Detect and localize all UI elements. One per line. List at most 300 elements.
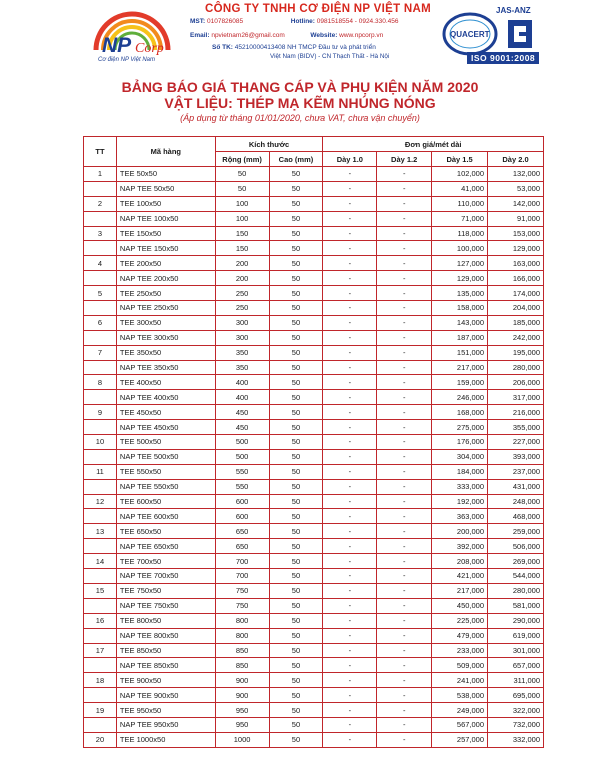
table-row [84,658,544,673]
row-price-d10: - [323,360,377,375]
contact-line-2: Email: npvietnam26@gmail.com Website: www.npcorp.vn [190,32,384,39]
table-row [84,628,544,643]
row-price-d12: - [377,703,432,718]
row-price-d12: - [377,435,432,450]
row-tt: 9 [84,405,117,420]
row-product-code: TEE 300x50 [116,315,215,330]
row-width: 700 [215,554,269,569]
row-height: 50 [269,181,323,196]
row-width: 1000 [215,732,269,747]
row-price-d20: 163,000 [488,256,544,271]
table-row [84,167,544,182]
row-price-d10: - [323,509,377,524]
row-product-code: NAP TEE 300x50 [116,330,215,345]
row-tt [84,628,117,643]
row-price-d12: - [377,569,432,584]
row-price-d15: 118,000 [432,226,488,241]
row-height: 50 [269,643,323,658]
row-price-d10: - [323,196,377,211]
row-price-d20: 317,000 [488,390,544,405]
table-row [84,732,544,747]
row-price-d10: - [323,554,377,569]
row-price-d15: 110,000 [432,196,488,211]
row-width: 450 [215,420,269,435]
row-tt: 19 [84,703,117,718]
row-tt: 8 [84,375,117,390]
row-tt: 13 [84,524,117,539]
row-price-d20: 259,000 [488,524,544,539]
row-price-d20: 142,000 [488,196,544,211]
row-tt [84,420,117,435]
row-price-d10: - [323,405,377,420]
row-price-d12: - [377,643,432,658]
row-tt [84,330,117,345]
row-price-d15: 100,000 [432,241,488,256]
row-price-d15: 257,000 [432,732,488,747]
row-price-d10: - [323,256,377,271]
row-price-d10: - [323,658,377,673]
header-name: Mã hàng [116,137,215,167]
row-price-d15: 233,000 [432,643,488,658]
row-price-d12: - [377,405,432,420]
row-price-d12: - [377,315,432,330]
row-tt [84,449,117,464]
row-product-code: NAP TEE 900x50 [116,688,215,703]
row-price-d12: - [377,479,432,494]
row-tt: 17 [84,643,117,658]
row-width: 500 [215,435,269,450]
row-price-d10: - [323,345,377,360]
table-row [84,717,544,732]
row-product-code: TEE 750x50 [116,583,215,598]
row-width: 500 [215,449,269,464]
table-row [84,345,544,360]
table-row [84,330,544,345]
row-price-d15: 275,000 [432,420,488,435]
row-price-d15: 421,000 [432,569,488,584]
row-product-code: NAP TEE 50x50 [116,181,215,196]
row-tt [84,688,117,703]
row-product-code: NAP TEE 550x50 [116,479,215,494]
header-width: Rộng (mm) [215,152,269,167]
row-price-d10: - [323,301,377,316]
row-price-d10: - [323,420,377,435]
table-row [84,539,544,554]
row-width: 700 [215,569,269,584]
row-price-d20: 468,000 [488,509,544,524]
row-height: 50 [269,420,323,435]
row-width: 250 [215,301,269,316]
row-price-d12: - [377,181,432,196]
header-size: Kích thước [215,137,323,152]
row-width: 800 [215,628,269,643]
row-price-d15: 127,000 [432,256,488,271]
row-tt [84,539,117,554]
row-product-code: TEE 700x50 [116,554,215,569]
row-price-d15: 168,000 [432,405,488,420]
row-price-d20: 132,000 [488,167,544,182]
row-price-d20: 91,000 [488,211,544,226]
table-row [84,509,544,524]
account-value: 45210000413408 NH TMCP Đầu tư và phát triển [234,44,376,51]
row-price-d12: - [377,658,432,673]
row-price-d15: 102,000 [432,167,488,182]
row-tt: 3 [84,226,117,241]
row-width: 650 [215,524,269,539]
table-row [84,226,544,241]
subtitle-note: (Áp dụng từ tháng 01/01/2020, chưa VAT, chưa vận chuyển) [180,113,420,123]
row-height: 50 [269,286,323,301]
row-price-d10: - [323,241,377,256]
row-price-d12: - [377,598,432,613]
logo-subtitle: Cơ điện NP Việt Nam [98,57,155,63]
row-product-code: TEE 850x50 [116,643,215,658]
row-price-d15: 41,000 [432,181,488,196]
row-tt [84,211,117,226]
table-row [84,643,544,658]
table-row [84,479,544,494]
row-height: 50 [269,658,323,673]
row-price-d20: 248,000 [488,494,544,509]
row-price-d15: 249,000 [432,703,488,718]
svg-text:Corp: Corp [135,41,164,56]
row-width: 150 [215,241,269,256]
row-tt [84,241,117,256]
row-price-d15: 159,000 [432,375,488,390]
row-width: 900 [215,688,269,703]
npcorp-logo [88,6,188,64]
row-price-d20: 290,000 [488,613,544,628]
row-price-d15: 71,000 [432,211,488,226]
letterhead [0,0,600,72]
row-price-d15: 200,000 [432,524,488,539]
account-line: Số TK: 45210000413408 NH TMCP Đầu tư và phát triển [212,44,376,51]
row-tt [84,717,117,732]
row-height: 50 [269,390,323,405]
row-price-d15: 192,000 [432,494,488,509]
row-price-d10: - [323,583,377,598]
row-tt [84,569,117,584]
row-tt: 1 [84,167,117,182]
row-price-d12: - [377,732,432,747]
row-height: 50 [269,375,323,390]
row-price-d20: 195,000 [488,345,544,360]
row-price-d12: - [377,449,432,464]
row-price-d20: 544,000 [488,569,544,584]
table-row [84,256,544,271]
row-tt [84,360,117,375]
row-price-d15: 151,000 [432,345,488,360]
row-width: 600 [215,494,269,509]
row-width: 350 [215,360,269,375]
row-width: 300 [215,315,269,330]
table-row [84,703,544,718]
row-width: 600 [215,509,269,524]
row-price-d10: - [323,524,377,539]
row-price-d20: 732,000 [488,717,544,732]
table-row [84,181,544,196]
row-width: 100 [215,196,269,211]
row-price-d15: 333,000 [432,479,488,494]
page-title: BẢNG BÁO GIÁ THANG CÁP VÀ PHỤ KIỆN NĂM 2020 [121,79,479,95]
row-price-d10: - [323,464,377,479]
row-price-d12: - [377,524,432,539]
jas-anz-mark: JAS-ANZ [496,6,531,15]
row-width: 400 [215,390,269,405]
row-height: 50 [269,345,323,360]
row-product-code: NAP TEE 250x50 [116,301,215,316]
table-row [84,554,544,569]
row-product-code: TEE 50x50 [116,167,215,182]
row-price-d10: - [323,211,377,226]
price-table [83,136,544,748]
row-price-d12: - [377,286,432,301]
row-height: 50 [269,569,323,584]
row-tt [84,390,117,405]
row-price-d10: - [323,435,377,450]
row-price-d10: - [323,717,377,732]
row-width: 950 [215,717,269,732]
row-price-d10: - [323,286,377,301]
table-row [84,435,544,450]
row-price-d12: - [377,196,432,211]
row-height: 50 [269,732,323,747]
row-height: 50 [269,524,323,539]
row-price-d20: 280,000 [488,583,544,598]
row-price-d10: - [323,271,377,286]
contact-line-1: MST: 0107826085 Hotline: 0981518554 - 0924.330.456 [190,18,399,25]
row-tt: 14 [84,554,117,569]
website-link[interactable]: www.npcorp.vn [339,32,384,39]
table-row [84,688,544,703]
quacert-text: QUACERT [450,30,490,39]
row-width: 100 [215,211,269,226]
row-price-d12: - [377,613,432,628]
row-width: 950 [215,703,269,718]
row-price-d20: 129,000 [488,241,544,256]
row-price-d15: 241,000 [432,673,488,688]
row-tt [84,301,117,316]
row-width: 550 [215,479,269,494]
row-height: 50 [269,494,323,509]
row-price-d10: - [323,181,377,196]
row-price-d12: - [377,375,432,390]
table-row [84,598,544,613]
row-tt: 15 [84,583,117,598]
table-row [84,613,544,628]
row-height: 50 [269,211,323,226]
row-price-d20: 431,000 [488,479,544,494]
row-price-d15: 392,000 [432,539,488,554]
hotline-value: 0981518554 - 0924.330.456 [316,18,399,25]
row-height: 50 [269,330,323,345]
row-tt [84,509,117,524]
row-price-d12: - [377,226,432,241]
header-d20: Dày 2.0 [488,152,544,167]
row-price-d20: 506,000 [488,539,544,554]
row-height: 50 [269,271,323,286]
row-price-d12: - [377,390,432,405]
row-price-d10: - [323,598,377,613]
header-d10: Dày 1.0 [323,152,377,167]
table-row [84,420,544,435]
row-tt: 5 [84,286,117,301]
row-width: 300 [215,330,269,345]
row-product-code: TEE 800x50 [116,613,215,628]
row-price-d10: - [323,330,377,345]
row-width: 50 [215,181,269,196]
row-width: 650 [215,539,269,554]
row-product-code: NAP TEE 700x50 [116,569,215,584]
row-price-d15: 509,000 [432,658,488,673]
row-product-code: NAP TEE 850x50 [116,658,215,673]
header-height: Cao (mm) [269,152,323,167]
row-price-d12: - [377,241,432,256]
row-product-code: TEE 650x50 [116,524,215,539]
row-tt [84,598,117,613]
row-width: 50 [215,167,269,182]
row-width: 800 [215,613,269,628]
row-product-code: NAP TEE 100x50 [116,211,215,226]
row-height: 50 [269,167,323,182]
row-price-d15: 225,000 [432,613,488,628]
table-row [84,405,544,420]
row-height: 50 [269,539,323,554]
table-row [84,449,544,464]
row-product-code: TEE 500x50 [116,435,215,450]
row-price-d10: - [323,628,377,643]
row-height: 50 [269,554,323,569]
row-height: 50 [269,628,323,643]
table-header-row [84,137,544,152]
row-height: 50 [269,688,323,703]
row-product-code: NAP TEE 350x50 [116,360,215,375]
row-height: 50 [269,717,323,732]
row-tt: 20 [84,732,117,747]
row-product-code: TEE 200x50 [116,256,215,271]
row-tt [84,479,117,494]
table-row [84,241,544,256]
row-price-d20: 280,000 [488,360,544,375]
row-height: 50 [269,241,323,256]
row-width: 550 [215,464,269,479]
row-price-d15: 176,000 [432,435,488,450]
row-price-d15: 143,000 [432,315,488,330]
row-price-d20: 185,000 [488,315,544,330]
row-product-code: NAP TEE 650x50 [116,539,215,554]
row-product-code: NAP TEE 200x50 [116,271,215,286]
row-product-code: NAP TEE 600x50 [116,509,215,524]
row-price-d20: 322,000 [488,703,544,718]
svg-text:NP: NP [102,34,132,57]
row-price-d12: - [377,717,432,732]
row-price-d12: - [377,167,432,182]
row-price-d10: - [323,673,377,688]
header-tt: TT [84,137,117,167]
row-price-d12: - [377,211,432,226]
row-height: 50 [269,464,323,479]
row-price-d20: 581,000 [488,598,544,613]
row-height: 50 [269,509,323,524]
row-price-d20: 332,000 [488,732,544,747]
row-price-d20: 166,000 [488,271,544,286]
row-tt: 12 [84,494,117,509]
row-price-d10: - [323,569,377,584]
row-tt: 16 [84,613,117,628]
row-price-d20: 206,000 [488,375,544,390]
row-product-code: TEE 100x50 [116,196,215,211]
row-price-d10: - [323,539,377,554]
row-price-d20: 242,000 [488,330,544,345]
row-height: 50 [269,315,323,330]
row-height: 50 [269,256,323,271]
row-price-d12: - [377,673,432,688]
header-d15: Dày 1.5 [432,152,488,167]
row-height: 50 [269,479,323,494]
email-link[interactable]: npvietnam26@gmail.com [211,32,285,39]
row-price-d20: 204,000 [488,301,544,316]
row-price-d12: - [377,345,432,360]
row-price-d15: 217,000 [432,583,488,598]
row-product-code: TEE 600x50 [116,494,215,509]
row-price-d10: - [323,703,377,718]
row-price-d10: - [323,375,377,390]
row-price-d12: - [377,539,432,554]
row-tt [84,181,117,196]
mst-value: 0107826085 [206,18,244,25]
row-price-d10: - [323,167,377,182]
bank-line: Việt Nam (BIDV) - CN Thạch Thất - Hà Nội [270,53,390,60]
row-price-d20: 393,000 [488,449,544,464]
row-width: 750 [215,583,269,598]
row-height: 50 [269,405,323,420]
row-price-d10: - [323,479,377,494]
table-row [84,494,544,509]
row-product-code: TEE 1000x50 [116,732,215,747]
row-price-d12: - [377,420,432,435]
row-tt: 10 [84,435,117,450]
row-price-d20: 153,000 [488,226,544,241]
header-price: Đơn giá/mét dài [323,137,544,152]
table-row [84,673,544,688]
row-price-d12: - [377,509,432,524]
row-price-d20: 311,000 [488,673,544,688]
row-width: 200 [215,271,269,286]
row-product-code: TEE 150x50 [116,226,215,241]
row-price-d20: 53,000 [488,181,544,196]
row-price-d15: 208,000 [432,554,488,569]
row-price-d15: 246,000 [432,390,488,405]
row-price-d15: 479,000 [432,628,488,643]
row-price-d12: - [377,494,432,509]
row-tt [84,271,117,286]
row-height: 50 [269,673,323,688]
row-price-d15: 567,000 [432,717,488,732]
row-price-d15: 158,000 [432,301,488,316]
row-price-d20: 227,000 [488,435,544,450]
row-price-d15: 187,000 [432,330,488,345]
table-row [84,301,544,316]
row-price-d12: - [377,583,432,598]
row-height: 50 [269,613,323,628]
row-price-d15: 304,000 [432,449,488,464]
row-price-d10: - [323,390,377,405]
row-width: 400 [215,375,269,390]
row-price-d12: - [377,554,432,569]
table-row [84,524,544,539]
row-price-d20: 355,000 [488,420,544,435]
row-price-d15: 184,000 [432,464,488,479]
